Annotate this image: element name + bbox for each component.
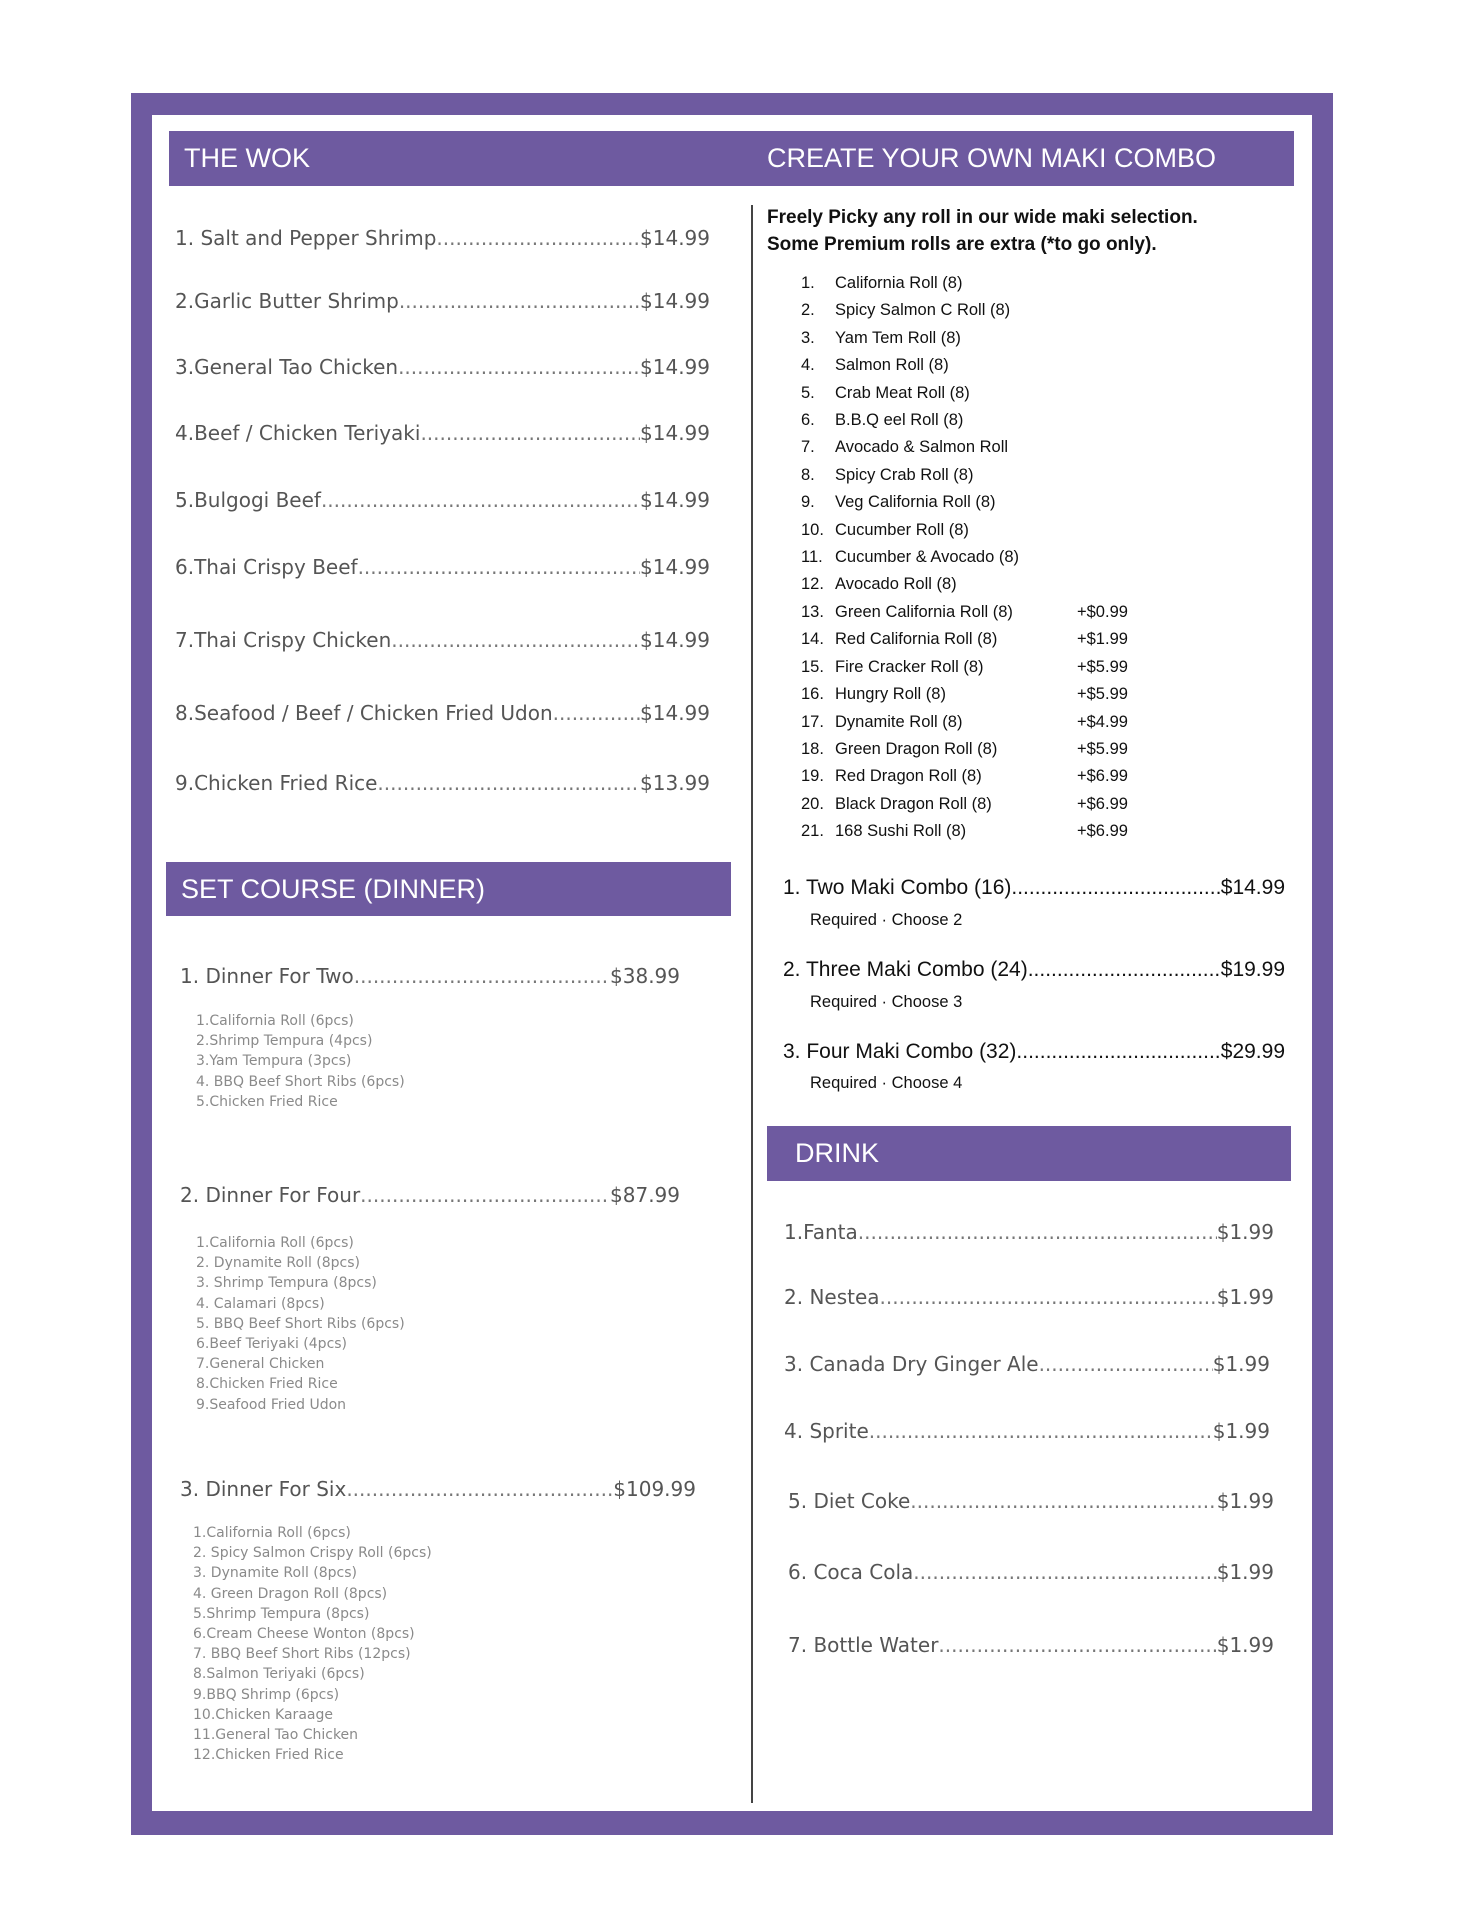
roll-name: California Roll (8) [835,274,963,292]
maki-combo [783,1040,1285,1064]
course-item: 1.California Roll (6pcs) [196,1013,354,1029]
maki-roll [801,763,1128,790]
roll-extra: +$6.99 [1077,767,1128,786]
maki-roll [801,270,1128,297]
drink-item [784,1419,1270,1443]
maki-roll [801,818,1128,845]
roll-name: Black Dragon Roll (8) [835,794,992,813]
wok-item-price: $14.99 [640,628,710,652]
dot-leader [398,355,640,379]
roll-name: B.B.Q eel Roll (8) [835,411,964,430]
maki-roll [801,462,1128,489]
roll-number: 3. [801,328,815,347]
wok-item-name: 1. Salt and Pepper Shrimp [175,226,437,250]
maki-roll [801,489,1128,516]
set-course-header [166,862,731,916]
roll-number: 6. [801,411,815,430]
dot-leader [1011,876,1220,900]
course-price: $109.99 [613,1477,696,1501]
roll-name: Red Dragon Roll (8) [835,767,982,786]
wok-item-name: 4.Beef / Chicken Teriyaki [175,421,421,445]
wok-item-name: 5.Bulgogi Beef [175,488,321,512]
drink-header [767,1126,1291,1181]
dot-leader [1039,1352,1213,1376]
maki-intro [767,204,1307,258]
drink-item [784,1220,1274,1244]
drink-title: DRINK [795,1138,880,1168]
drink-price: $1.99 [1216,1489,1274,1513]
roll-number: 8. [801,465,815,484]
course-item: 6.Beef Teriyaki (4pcs) [196,1336,348,1353]
maki-roll [801,626,1128,653]
wok-item [175,555,710,579]
roll-number: 18. [801,739,824,758]
wok-item-name: 9.Chicken Fried Rice [175,771,378,795]
roll-extra: +$4.99 [1077,712,1128,731]
roll-name: Cucumber & Avocado (8) [835,548,1020,567]
drink-item [788,1633,1274,1657]
maki-intro-line: Freely Picky any roll in our wide maki selection. [767,207,1198,228]
dot-leader [354,964,610,988]
roll-name: Spicy Crab Roll (8) [835,465,974,484]
dot-leader [358,555,640,579]
course-item: 3. Dynamite Roll (8pcs) [193,1565,358,1582]
roll-number: 16. [801,685,824,704]
course-item: 4. BBQ Beef Short Ribs (6pcs) [196,1073,405,1090]
wok-item [175,355,710,379]
drink-name: 2. Nestea [784,1285,880,1309]
course-item: 7.General Chicken [196,1356,325,1373]
wok-item [175,289,710,313]
course-title [180,1477,696,1501]
combo-name: 1. Two Maki Combo (16) [783,876,1012,899]
maki-roll [801,571,1128,598]
course-item: 2. Dynamite Roll (8pcs) [196,1255,361,1272]
maki-roll [801,654,1128,681]
maki-combo [783,958,1285,982]
wok-item-price: $14.99 [640,488,710,512]
course-item: 3. Shrimp Tempura (8pcs) [196,1275,377,1292]
course-items [196,1233,405,1415]
roll-number: 13. [801,602,824,621]
maki-roll [801,352,1128,379]
course-items [193,1523,432,1765]
course-item: 6.Cream Cheese Wonton (8pcs) [193,1626,415,1643]
course-item: 2. Spicy Salmon Crispy Roll (6pcs) [193,1545,432,1562]
drink-item [788,1489,1274,1513]
roll-number: 9. [801,493,815,512]
dot-leader [321,488,640,512]
roll-name: Crab Meat Roll (8) [835,383,970,402]
dot-leader [858,1220,1217,1244]
dot-leader [391,628,640,652]
drink-name: 4. Sprite [784,1419,869,1443]
roll-name: Salmon Roll (8) [835,356,949,375]
course-item: 1.California Roll (6pcs) [196,1235,354,1251]
course-item: 9.Seafood Fried Udon [196,1396,347,1413]
maki-roll-list [801,270,1128,846]
roll-extra: +$5.99 [1077,657,1128,676]
dot-leader [436,226,640,250]
course-item: 9.BBQ Shrimp (6pcs) [193,1686,340,1703]
course-title [180,1183,680,1207]
roll-number: 5. [801,383,815,402]
drink-item [788,1560,1274,1584]
dot-leader [913,1560,1216,1584]
column-divider [751,205,753,1803]
roll-number: 4. [801,356,815,375]
wok-item-price: $14.99 [640,289,710,313]
maki-roll [801,297,1128,324]
roll-name: Red California Roll (8) [835,630,998,649]
wok-item [175,226,710,250]
combo-name: 2. Three Maki Combo (24) [783,958,1028,981]
roll-number: 2. [801,301,815,320]
maki-roll [801,407,1128,434]
drink-price: $1.99 [1216,1285,1274,1309]
dot-leader [880,1285,1217,1309]
dot-leader [377,771,640,795]
roll-name: Hungry Roll (8) [835,685,946,704]
wok-item-price: $13.99 [640,771,710,795]
course-item: 2.Shrimp Tempura (4pcs) [196,1033,373,1050]
roll-name: 168 Sushi Roll (8) [835,822,967,841]
drink-name: 5. Diet Coke [788,1489,911,1513]
wok-item-name: 2.Garlic Butter Shrimp [175,289,399,313]
drink-item [784,1285,1274,1309]
wok-item-price: $14.99 [640,701,710,725]
course-item: 1.California Roll (6pcs) [193,1525,351,1541]
dot-leader [420,421,640,445]
wok-item-price: $14.99 [640,421,710,445]
roll-name: Avocado & Salmon Roll [835,438,1009,457]
drink-price: $1.99 [1212,1352,1270,1376]
wok-item [175,421,710,445]
maki-roll [801,544,1128,571]
drink-name: 1.Fanta [784,1220,858,1244]
roll-name: Dynamite Roll (8) [835,712,963,731]
maki-header [753,131,1294,186]
course-item: 8.Salmon Teriyaki (6pcs) [193,1666,365,1683]
roll-number: 17. [801,712,824,731]
set-course-title: SET COURSE (DINNER) [181,873,486,904]
roll-number: 19. [801,767,824,786]
roll-name: Yam Tem Roll (8) [835,328,961,347]
drink-price: $1.99 [1216,1633,1274,1657]
maki-roll [801,380,1128,407]
combo-requirement: Required · Choose 3 [810,993,963,1011]
maki-roll [801,709,1128,736]
roll-name: Cucumber Roll (8) [835,520,969,539]
roll-name: Green California Roll (8) [835,602,1013,621]
wok-header [169,131,560,186]
roll-extra: +$1.99 [1077,630,1128,649]
wok-item-price: $14.99 [640,355,710,379]
wok-item [175,771,710,795]
maki-roll [801,434,1128,461]
roll-number: 11. [801,548,823,567]
combo-price: $14.99 [1220,876,1285,899]
course-item: 11.General Tao Chicken [193,1727,359,1744]
roll-name: Veg California Roll (8) [835,493,996,512]
wok-item [175,488,710,512]
roll-name: Avocado Roll (8) [835,575,957,594]
dot-leader [910,1489,1216,1513]
wok-item-name: 3.General Tao Chicken [175,355,399,379]
wok-title: THE WOK [184,143,310,173]
drink-name: 3. Canada Dry Ginger Ale [784,1352,1039,1376]
course-items [196,1011,405,1112]
drink-name: 7. Bottle Water [788,1633,939,1657]
course-name: 1. Dinner For Two [180,964,354,988]
roll-extra: +$0.99 [1077,602,1128,621]
course-name: 2. Dinner For Four [180,1183,361,1207]
course-item: 4. Green Dragon Roll (8pcs) [193,1585,388,1602]
maki-roll [801,599,1128,626]
course-item: 5.Chicken Fried Rice [196,1093,338,1110]
roll-name: Spicy Salmon C Roll (8) [835,301,1011,320]
drink-price: $1.99 [1216,1560,1274,1584]
course-item: 10.Chicken Karaage [193,1706,333,1723]
combo-requirement: Required · Choose 4 [810,1074,963,1092]
roll-number: 12. [801,575,824,594]
dot-leader [346,1477,613,1501]
roll-number: 1. [801,274,815,292]
roll-number: 20. [801,794,824,813]
roll-number: 14. [801,630,824,649]
drink-price: $1.99 [1212,1419,1270,1443]
roll-extra: +$6.99 [1077,794,1128,813]
dot-leader [360,1183,610,1207]
course-price: $87.99 [610,1183,680,1207]
wok-item-name: 6.Thai Crispy Beef [175,555,358,579]
combo-price: $29.99 [1220,1040,1285,1063]
maki-roll [801,325,1128,352]
drink-item [784,1352,1270,1376]
course-name: 3. Dinner For Six [180,1477,347,1501]
roll-extra: +$5.99 [1077,685,1128,704]
drink-name: 6. Coca Cola [788,1560,914,1584]
dot-leader [399,289,640,313]
roll-name: Green Dragon Roll (8) [835,739,998,758]
roll-number: 7. [801,438,815,457]
dot-leader [553,701,640,725]
roll-name: Fire Cracker Roll (8) [835,657,984,676]
maki-roll [801,736,1128,763]
drink-price: $1.99 [1216,1220,1274,1244]
combo-requirement: Required · Choose 2 [810,911,963,929]
roll-number: 10. [801,520,824,539]
roll-extra: +$5.99 [1077,739,1128,758]
wok-item [175,701,710,725]
course-price: $38.99 [610,964,680,988]
combo-name: 3. Four Maki Combo (32) [783,1040,1017,1063]
course-item: 7. BBQ Beef Short Ribs (12pcs) [193,1646,411,1663]
course-item: 8.Chicken Fried Rice [196,1376,338,1393]
course-item: 5. BBQ Beef Short Ribs (6pcs) [196,1315,405,1332]
dot-leader [1028,958,1221,982]
dot-leader [869,1419,1213,1443]
roll-number: 15. [801,657,824,676]
wok-header-extension [560,131,753,186]
wok-item-price: $14.99 [640,226,710,250]
maki-title: CREATE YOUR OWN MAKI COMBO [767,143,1217,173]
maki-combo [783,876,1285,900]
combo-price: $19.99 [1220,958,1285,981]
wok-item-name: 8.Seafood / Beef / Chicken Fried Udon [175,701,553,725]
dot-leader [938,1633,1216,1657]
course-item: 5.Shrimp Tempura (8pcs) [193,1605,370,1622]
wok-item-name: 7.Thai Crispy Chicken [175,628,392,652]
maki-roll [801,517,1128,544]
maki-roll [801,681,1128,708]
maki-intro-line: Some Premium rolls are extra (*to go only). [767,234,1157,255]
maki-roll [801,791,1128,818]
dot-leader [1016,1040,1220,1064]
roll-extra: +$6.99 [1077,822,1128,841]
course-item: 12.Chicken Fried Rice [193,1747,344,1764]
wok-item-price: $14.99 [640,555,710,579]
roll-number: 21. [801,822,824,841]
course-item: 3.Yam Tempura (3pcs) [196,1053,352,1070]
course-title [180,964,680,988]
course-item: 4. Calamari (8pcs) [196,1295,325,1312]
wok-item [175,628,710,652]
